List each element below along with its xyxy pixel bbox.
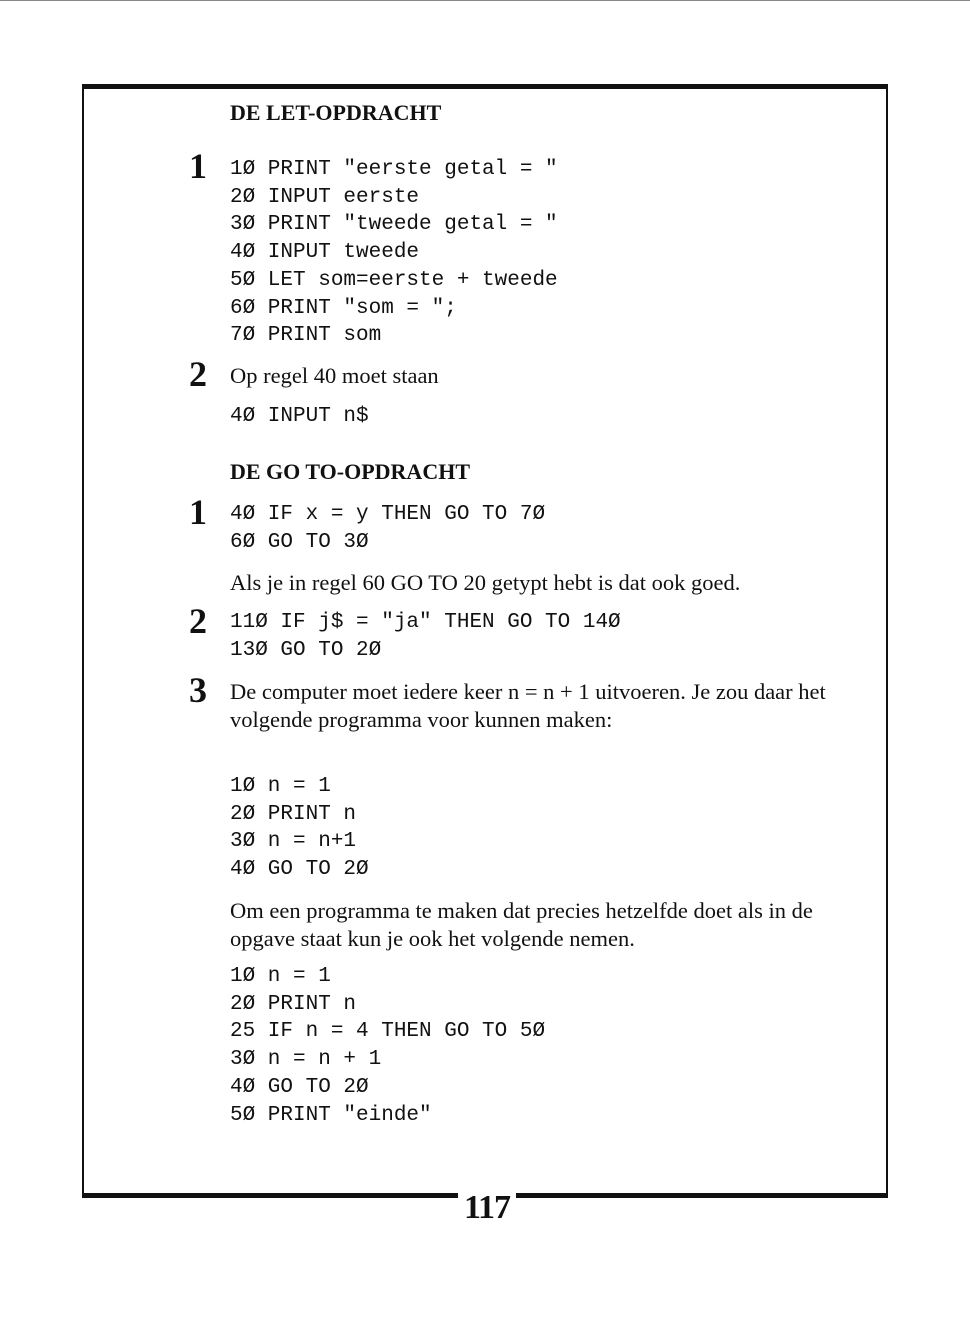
- section-heading-goto: DE GO TO-OPDRACHT: [230, 459, 470, 484]
- code-line: 6Ø PRINT "som = ";: [230, 296, 457, 320]
- code-block: [230, 773, 369, 884]
- code-line: 4Ø GO TO 2Ø: [230, 1075, 369, 1099]
- code-line: 5Ø LET som=eerste + tweede: [230, 268, 558, 292]
- code-line: 4Ø IF x = y THEN GO TO 7Ø: [230, 503, 546, 526]
- code-block: [230, 501, 545, 556]
- code-line: 11Ø IF j$ = "ja" THEN GO TO 14Ø: [230, 611, 621, 634]
- answer-text: De computer moet iedere keer n = n + 1 uitvoeren. Je zou daar het volgende programma voor kunnen maken:: [230, 679, 826, 732]
- answer-text: Om een programma te maken dat precies hetzelfde doet als in de opgave staat kun je ook het volgende nemen.: [230, 898, 813, 951]
- exercise-number: 2: [189, 601, 207, 641]
- code-line: 13Ø GO TO 2Ø: [230, 638, 382, 662]
- page-number: 117: [463, 1189, 511, 1226]
- code-line: 4Ø INPUT tweede: [230, 241, 420, 265]
- code-line: 2Ø PRINT n: [230, 992, 357, 1016]
- code-line: 2Ø PRINT n: [230, 802, 357, 826]
- code-line: 5Ø PRINT "einde": [230, 1103, 432, 1127]
- exercise-number: 1: [189, 146, 207, 186]
- code-line: 7Ø PRINT som: [230, 324, 382, 348]
- code-line: 25 IF n = 4 THEN GO TO 5Ø: [230, 1020, 546, 1044]
- code-block: [230, 609, 621, 664]
- code-line: 1Ø n = 1: [230, 965, 331, 988]
- code-line: 3Ø n = n+1: [230, 830, 357, 854]
- bottom-rule-right: [516, 1193, 888, 1198]
- top-edge-rule: [0, 0, 970, 1]
- code-line: 6Ø GO TO 3Ø: [230, 530, 369, 554]
- code-line: 1Ø n = 1: [230, 775, 331, 798]
- code-line: 2Ø INPUT eerste: [230, 185, 420, 209]
- code-line: 3Ø n = n + 1: [230, 1048, 382, 1072]
- answer-text: Als je in regel 60 GO TO 20 getypt hebt is dat ook goed.: [230, 570, 741, 595]
- exercise-number: 1: [189, 492, 207, 532]
- answer-text: Op regel 40 moet staan: [230, 363, 439, 388]
- code-line: 4Ø INPUT n$: [230, 405, 369, 428]
- exercise-number: 3: [189, 670, 207, 710]
- code-line: 3Ø PRINT "tweede getal = ": [230, 213, 558, 237]
- code-block: [230, 156, 558, 350]
- exercise-number: 2: [189, 354, 207, 394]
- code-line: 4Ø GO TO 2Ø: [230, 858, 369, 882]
- code-block: [230, 403, 369, 431]
- code-line: 1Ø PRINT "eerste getal = ": [230, 158, 558, 181]
- bottom-rule-left: [82, 1193, 458, 1198]
- section-heading-let: DE LET-OPDRACHT: [230, 100, 442, 125]
- code-block: [230, 963, 545, 1129]
